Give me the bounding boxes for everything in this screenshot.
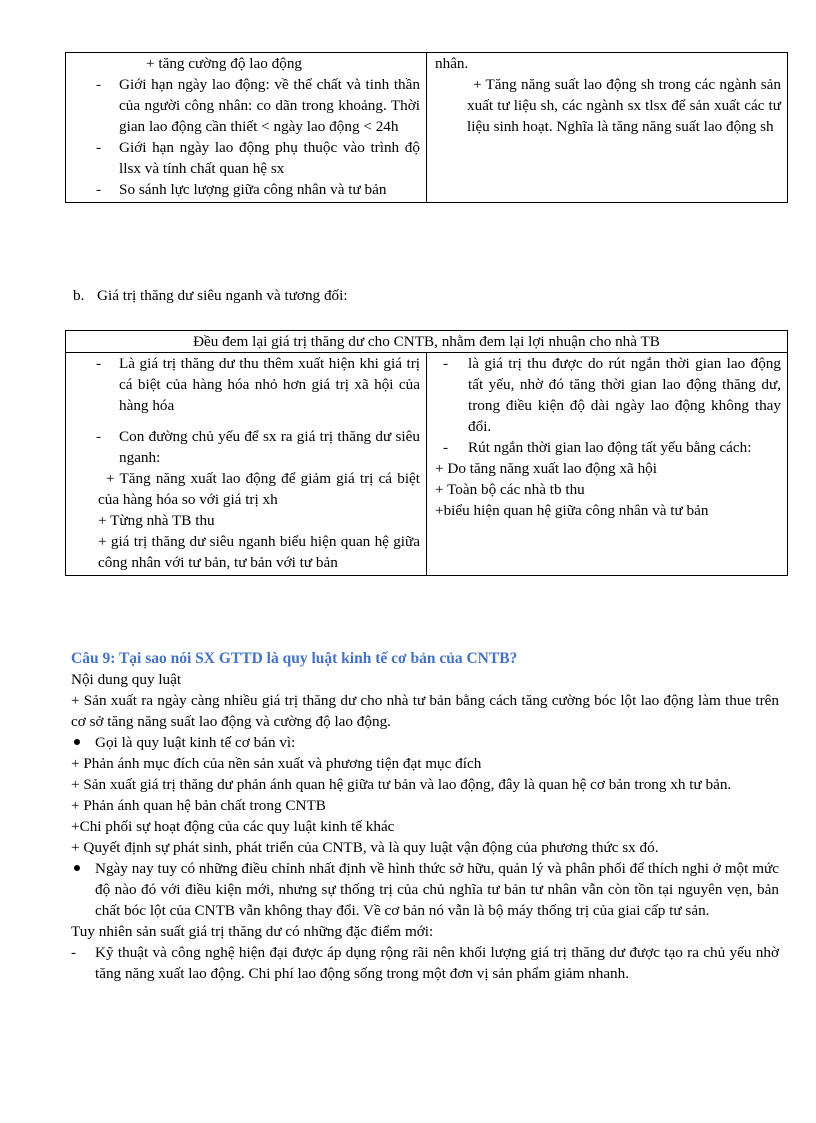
right-plus-2: + Toàn bộ các nhà tb thu bbox=[435, 481, 585, 498]
table-top bbox=[65, 52, 788, 203]
paragraph: + Quyết định sự phát sinh, phát triển của CNTB, và là quy luật vận động của phương thức sx đó. bbox=[71, 839, 659, 856]
list-item: - Con đường chủ yếu để sx ra giá trị thăng dư siêu nganh: bbox=[74, 426, 420, 468]
list-item: - Giới hạn ngày lao động phụ thuộc vào trình độ llsx và tính chất quan hệ sx bbox=[74, 137, 420, 179]
paragraph: +Chi phối sự hoạt động của các quy luật kinh tế khác bbox=[71, 818, 395, 835]
table-top-left-cell bbox=[66, 53, 427, 203]
list-item: - Giới hạn ngày lao động: về thể chất và tinh thần của người công nhân: co dãn trong khoảng. Thời gian lao động cần thiết < ngày lao động < 24h bbox=[74, 74, 420, 137]
paragraph: + Phản ánh mục đích của nền sản xuất và phương tiện đạt mục đích bbox=[71, 755, 482, 772]
table-comparison-left-list bbox=[74, 353, 420, 416]
table-top-right-p2: + Tăng năng suất lao động sh trong các ngành sản xuất tư liệu sh, các ngành sx tlsx để sản xuất các tư liệu sinh hoạt. Nghĩa là tăng năng suất lao động sh bbox=[467, 76, 781, 135]
table-top-right-cell bbox=[427, 53, 788, 203]
section-b-title: Giá trị thăng dư siêu nganh và tương đối: bbox=[97, 287, 348, 304]
paragraph: + Phản ánh quan hệ bản chất trong CNTB bbox=[71, 797, 326, 814]
right-plus-3: +biểu hiện quan hệ giữa công nhân và tư bản bbox=[435, 502, 709, 519]
list-item: - là giá trị thu được do rút ngắn thời gian lao động tất yếu, nhờ đó tăng thời gian lao động thăng dư, trong điều kiện độ dài ngày lao động không thay đổi. bbox=[435, 353, 781, 437]
paragraph: Tuy nhiên sản suất giá trị thăng dư có những đặc điểm mới: bbox=[71, 923, 434, 940]
bullet-item: Ngày nay tuy có những điều chỉnh nhất định về hình thức sở hữu, quản lý và phân phối để thích nghi ở một mức độ nào đó với điều kiện mới, nhưng sự thống trị của chủ nghĩa tư bản tư nhân vẫn còn tồn tại nguyên vẹn, bản chất bóc lột của CNTB vẫn không thay đổi. Về cơ bản nó vẫn là bộ máy thống trị của giai cấp tư sản. bbox=[71, 858, 779, 921]
table-comparison bbox=[65, 330, 788, 576]
table-top-left-list bbox=[74, 74, 420, 200]
left-plus-3: + giá trị thăng dư siêu nganh biểu hiện quan hệ giữa công nhân với tư bản, tư bản với tư bản bbox=[98, 533, 420, 571]
left-plus-1: + Tăng năng xuất lao động để giảm giá trị cá biệt của hàng hóa so với giá trị xh bbox=[98, 470, 420, 508]
section-b-heading bbox=[73, 285, 348, 306]
table-comparison-header: Đều đem lại giá trị thăng dư cho CNTB, nhằm đem lại lợi nhuận cho nhà TB bbox=[66, 331, 788, 353]
list-item: - Là giá trị thăng dư thu thêm xuất hiện khi giá trị cá biệt của hàng hóa nhỏ hơn giá trị xã hội của hàng hóa bbox=[74, 353, 420, 416]
paragraph: Nội dung quy luật bbox=[71, 671, 182, 688]
table-top-right-p1: nhân. bbox=[435, 55, 469, 72]
paragraph: + Sản xuất giá trị thăng dư phản ánh quan hệ giữa tư bản và lao động, đây là quan hệ cơ bản trong xh tư bản. bbox=[71, 776, 732, 793]
question-9-section bbox=[71, 648, 779, 984]
list-item: - Rút ngắn thời gian lao động tất yếu bằng cách: bbox=[435, 437, 781, 458]
table-top-left-first: + tăng cường độ lao động bbox=[146, 55, 303, 72]
table-comparison-left-cell bbox=[66, 353, 427, 576]
bullet-item: Gọi là quy luật kinh tế cơ bản vì: bbox=[71, 732, 779, 753]
right-plus-1: + Do tăng năng xuất lao động xã hội bbox=[435, 460, 657, 477]
question-heading: Câu 9: Tại sao nói SX GTTD là quy luật kinh tế cơ bản của CNTB? bbox=[71, 650, 518, 667]
left-plus-2: + Từng nhà TB thu bbox=[98, 512, 215, 529]
paragraph: + Sản xuất ra ngày càng nhiều giá trị thăng dư cho nhà tư bản bằng cách tăng cường bóc lột lao động làm thue trên cơ sở tăng năng suất lao động và cường độ lao động. bbox=[71, 692, 779, 730]
table-comparison-right-list bbox=[435, 353, 781, 458]
table-comparison-right-cell bbox=[427, 353, 788, 576]
dash-item: - Kỹ thuật và công nghệ hiện đại được áp dụng rộng rãi nên khối lượng giá trị thăng dư được tạo ra chủ yếu nhờ tăng năng xuất lao động. Chi phí lao động sống trong một đơn vị sản phẩm giảm nhanh. bbox=[71, 942, 779, 984]
section-b-label: b. bbox=[73, 287, 85, 304]
list-item: - So sánh lực lượng giữa công nhân và tư bản bbox=[74, 179, 420, 200]
